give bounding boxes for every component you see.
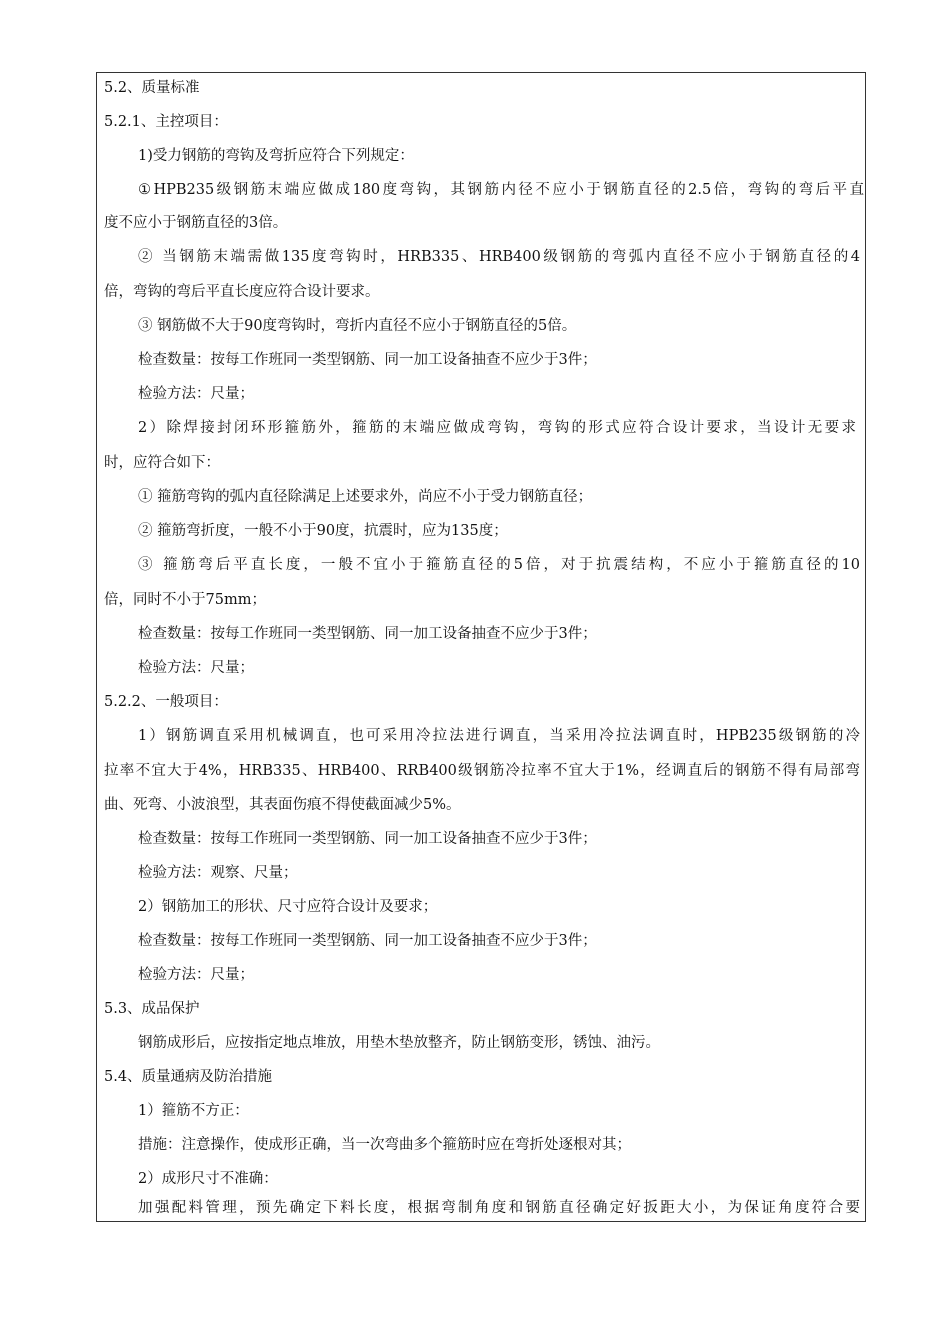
paragraph-line: ① 箍筋弯钩的弧内直径除满足上述要求外，尚应不小于受力钢筋直径； bbox=[138, 489, 593, 505]
paragraph-line: 措施：注意操作，使成形正确，当一次弯曲多个箍筋时应在弯折处逐根对其； bbox=[138, 1137, 631, 1153]
paragraph-line: 检查数量：按每工作班同一类型钢筋、同一加工设备抽查不应少于3件； bbox=[138, 352, 597, 368]
section-heading-5-3: 5.3、成品保护 bbox=[104, 1001, 200, 1017]
paragraph-line: 2）钢筋加工的形状、尺寸应符合设计及要求； bbox=[138, 899, 438, 915]
paragraph-line: 检查数量：按每工作班同一类型钢筋、同一加工设备抽查不应少于3件； bbox=[138, 933, 597, 949]
paragraph-line: 度不应小于钢筋直径的3倍。 bbox=[104, 215, 288, 231]
paragraph-line: 1）钢筋调直采用机械调直，也可采用冷拉法进行调直，当采用冷拉法调直时，HPB235级钢筋的冷 bbox=[138, 728, 860, 744]
paragraph-line: ② 当钢筋末端需做135度弯钩时，HRB335、HRB400级钢筋的弯弧内直径不应小于钢筋直径的4 bbox=[138, 249, 860, 265]
paragraph-line: ③ 箍筋弯后平直长度，一般不宜小于箍筋直径的5倍，对于抗震结构，不应小于箍筋直径的10 bbox=[138, 557, 860, 573]
subsection-heading-5-2-2: 5.2.2、一般项目： bbox=[104, 694, 228, 710]
paragraph-line: 检验方法：尺量； bbox=[138, 660, 254, 676]
paragraph-line: 检验方法：尺量； bbox=[138, 967, 254, 983]
paragraph-line: 1）箍筋不方正： bbox=[138, 1103, 249, 1119]
paragraph-line: 曲、死弯、小波浪型，其表面伤痕不得使截面减少5%。 bbox=[104, 797, 461, 813]
paragraph-line: ③ 钢筋做不大于90度弯钩时，弯折内直径不应小于钢筋直径的5倍。 bbox=[138, 318, 577, 334]
paragraph-line: 加强配料管理，预先确定下料长度，根据弯制角度和钢筋直径确定好扳距大小，为保证角度符合要 bbox=[138, 1200, 860, 1216]
paragraph-line: 检验方法：尺量； bbox=[138, 386, 254, 402]
section-heading-5-2: 5.2、质量标准 bbox=[104, 80, 200, 96]
paragraph-line: 倍，同时不小于75mm； bbox=[104, 592, 266, 608]
paragraph-line: ①HPB235级钢筋末端应做成180度弯钩，其钢筋内径不应小于钢筋直径的2.5倍，弯钩的弯后平直 bbox=[138, 182, 864, 198]
paragraph-line: 检查数量：按每工作班同一类型钢筋、同一加工设备抽查不应少于3件； bbox=[138, 831, 597, 847]
paragraph-line: 1)受力钢筋的弯钩及弯折应符合下列规定： bbox=[138, 148, 414, 164]
paragraph-line: 检查数量：按每工作班同一类型钢筋、同一加工设备抽查不应少于3件； bbox=[138, 626, 597, 642]
paragraph-line: 2）除焊接封闭环形箍筋外，箍筋的末端应做成弯钩，弯钩的形式应符合设计要求，当设计无要求 bbox=[138, 420, 856, 436]
paragraph-line: 2）成形尺寸不准确： bbox=[138, 1171, 278, 1187]
subsection-heading-5-2-1: 5.2.1、主控项目： bbox=[104, 114, 228, 130]
paragraph-line: 钢筋成形后，应按指定地点堆放，用垫木垫放整齐，防止钢筋变形，锈蚀、油污。 bbox=[138, 1035, 660, 1051]
paragraph-line: 倍，弯钩的弯后平直长度应符合设计要求。 bbox=[104, 284, 380, 300]
paragraph-line: 拉率不宜大于4%，HRB335、HRB400、RRB400级钢筋冷拉率不宜大于1%，经调直后的钢筋不得有局部弯 bbox=[104, 763, 860, 779]
paragraph-line: 检验方法：观察、尺量； bbox=[138, 865, 298, 881]
section-heading-5-4: 5.4、质量通病及防治措施 bbox=[104, 1069, 273, 1085]
paragraph-line: 时，应符合如下： bbox=[104, 455, 220, 471]
paragraph-line: ② 箍筋弯折度，一般不小于90度，抗震时，应为135度； bbox=[138, 523, 508, 539]
